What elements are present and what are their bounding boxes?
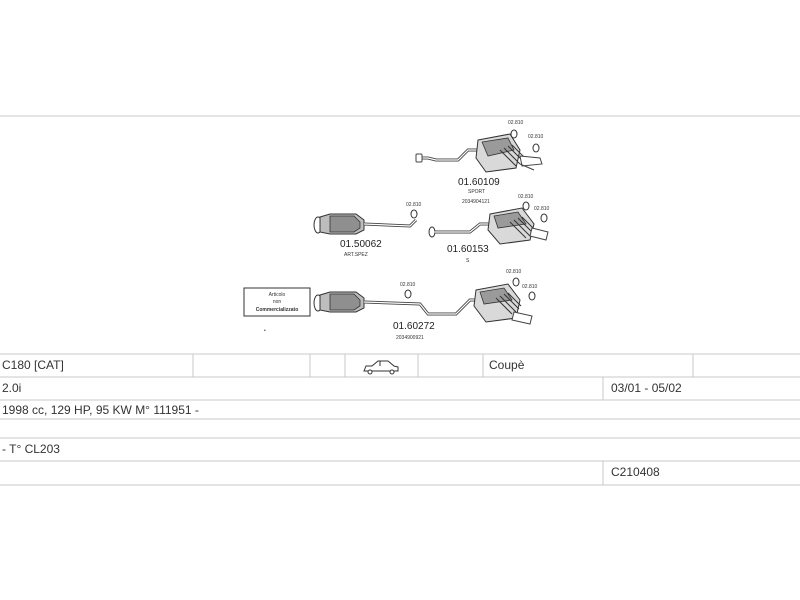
clamp-label-rear-sport-bottom: 02.810 [528, 134, 544, 140]
body-type: Coupè [489, 358, 525, 372]
stamp-dot: • [264, 328, 266, 334]
clamp-label-rear-mid-bottom: 02.810 [534, 206, 550, 212]
clamp-label-full-a: 02.810 [400, 282, 416, 288]
part-ref-full-system: 2034900921 [396, 335, 424, 341]
production-period: 03/01 - 05/02 [611, 381, 682, 395]
model-name: C180 [CAT] [2, 358, 64, 372]
chassis-code: - T° CL203 [2, 442, 60, 456]
part-note-sport: SPORT [468, 189, 486, 195]
vehicle-table-grid [0, 354, 800, 485]
clamp-icon [411, 210, 417, 218]
catalog-code: C210408 [611, 465, 660, 479]
engine-specs: 1998 cc, 129 HP, 95 KW M° 111951 - [2, 403, 199, 417]
clamp-label-full-c: 02.810 [522, 284, 538, 290]
stamp-line-1: Articolo [268, 292, 286, 298]
part-note-s: S [466, 258, 470, 264]
clamp-label-full-b: 02.810 [506, 269, 522, 275]
part-number-rear-mid: 01.60153 [447, 244, 489, 255]
rear-muffler [429, 208, 548, 244]
clamp-label-front-cat: 02.810 [406, 202, 422, 208]
full-exhaust-system [314, 284, 532, 324]
stamp-line-2: non [272, 299, 282, 305]
part-ref-rear-sport: 2034904121 [462, 199, 490, 205]
not-sold-stamp [244, 288, 310, 316]
part-number-full-system: 01.60272 [393, 321, 435, 332]
car-coupe-icon [364, 361, 398, 374]
part-note-art-spez: ART.SPEZ [344, 252, 368, 258]
engine-type: 2.0i [2, 381, 22, 395]
part-number-rear-sport: 01.60109 [458, 177, 500, 188]
stamp-line-3: Commercializzato [255, 307, 299, 313]
front-catalytic-converter [314, 214, 416, 234]
part-number-front-cat: 01.50062 [340, 239, 382, 250]
rear-sport-muffler [416, 134, 542, 172]
clamp-label-rear-sport-top: 02.810 [508, 120, 524, 126]
clamp-label-rear-mid-top: 02.810 [518, 194, 534, 200]
